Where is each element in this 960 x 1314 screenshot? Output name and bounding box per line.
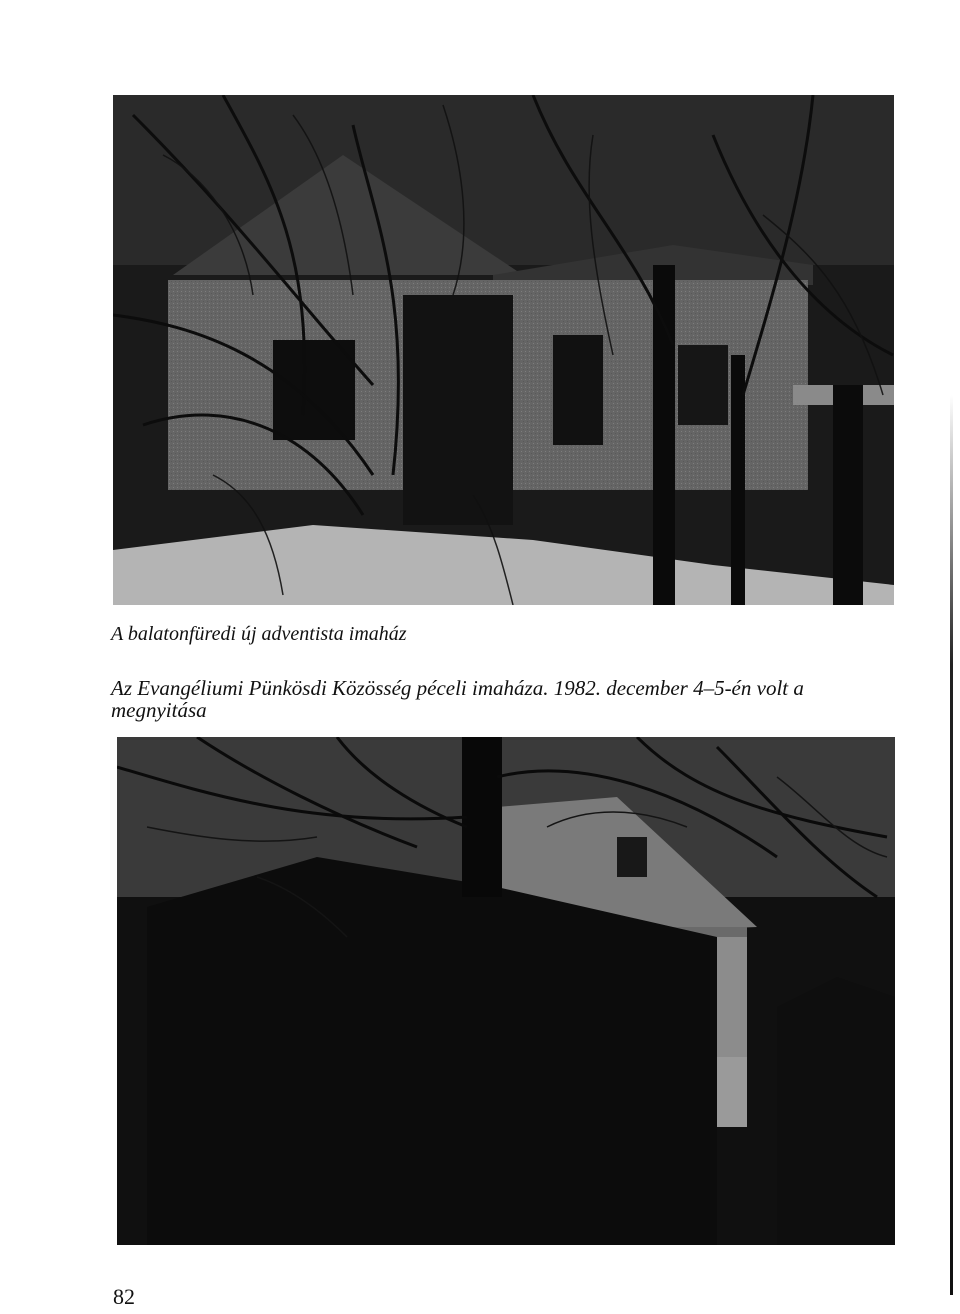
photo-adventist-prayer-house-image [113, 95, 894, 605]
page-number: 82 [113, 1284, 135, 1309]
page-edge-shadow [950, 395, 953, 1295]
photo-caption-pecel-line-1: Az Evangéliumi Pünkösdi Közösség péceli imaháza. 1982. december 4–5-én volt a [111, 676, 804, 700]
photo-caption-pecel-line-2: megnyitása [111, 698, 207, 722]
photo-pentecostal-prayer-house [117, 737, 895, 1245]
photo-pentecostal-prayer-house-image [117, 737, 895, 1245]
photo-caption-balatonfured: A balatonfüredi új adventista imaház [111, 623, 407, 645]
photo-caption-pecel [111, 677, 804, 721]
photo-adventist-prayer-house [113, 95, 894, 605]
